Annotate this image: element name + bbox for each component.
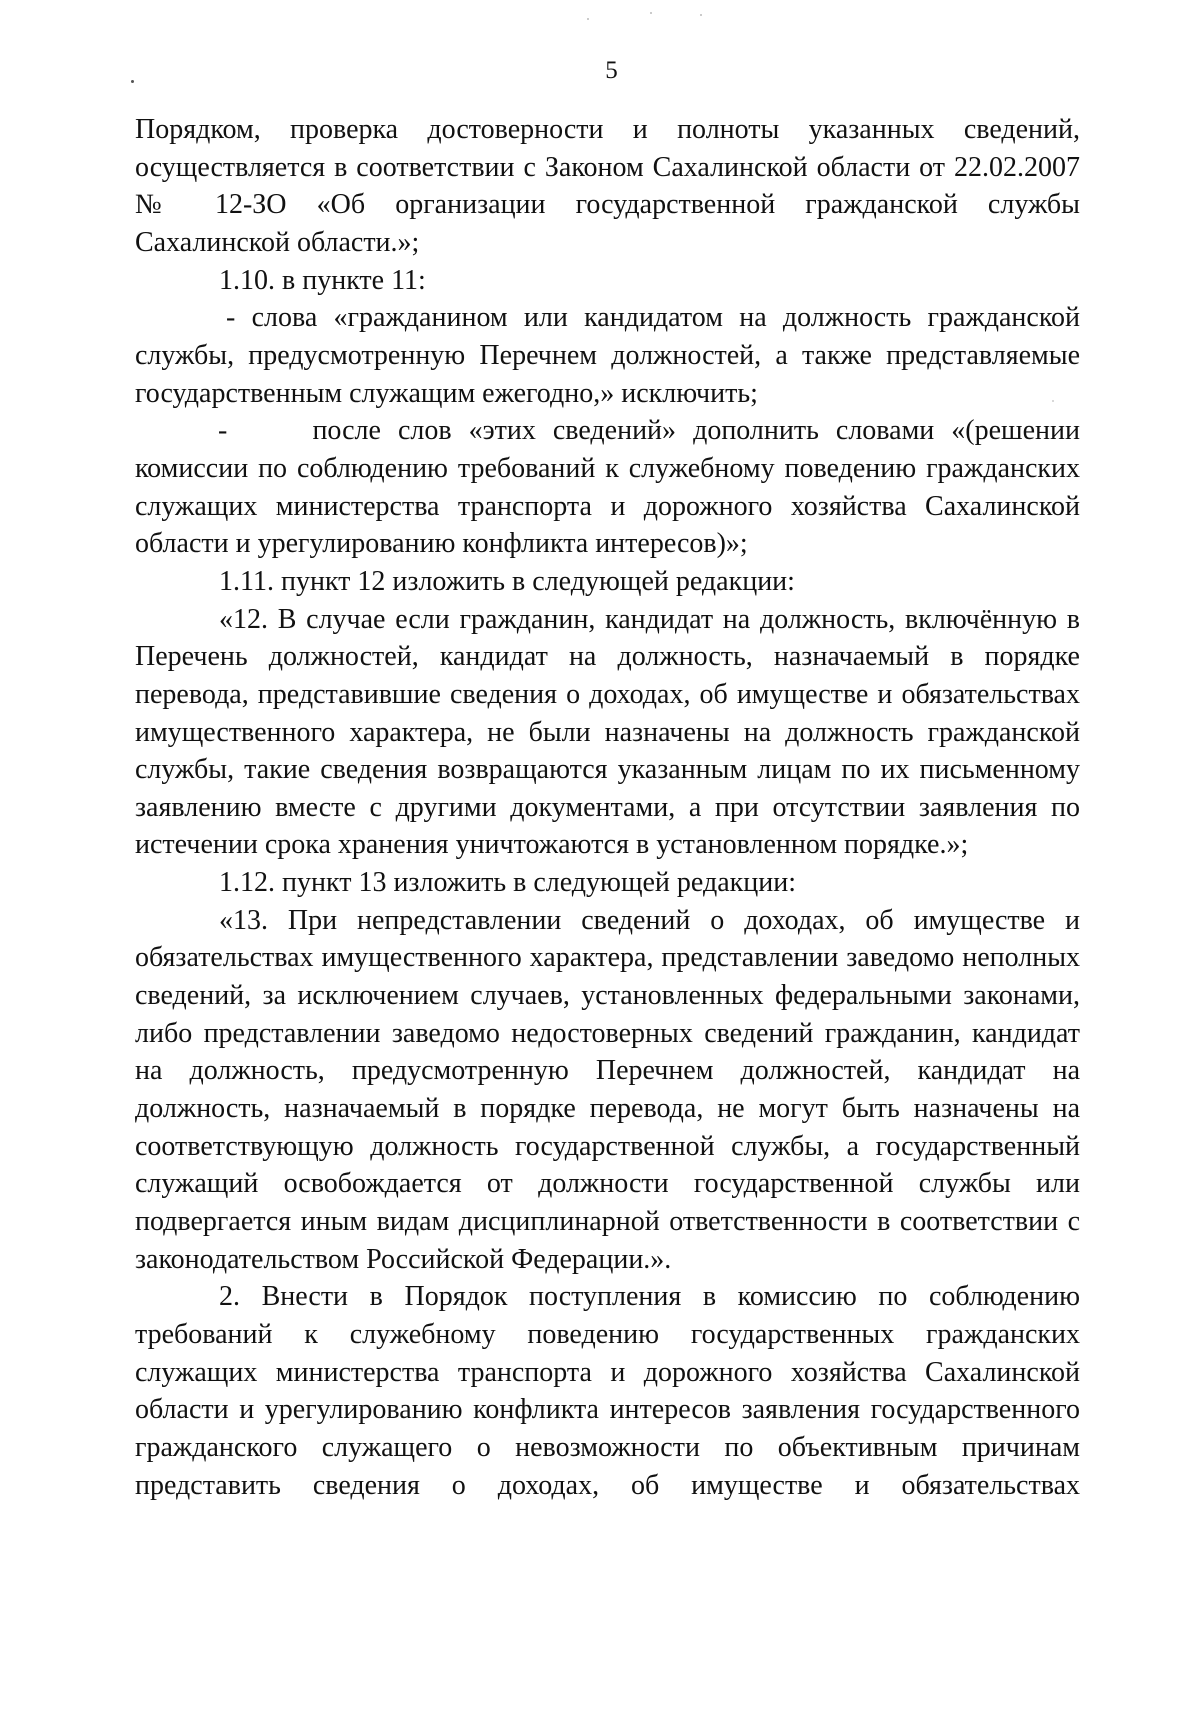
scan-speck [131, 80, 134, 83]
scan-speck [587, 18, 589, 20]
paragraph-5: 1.11. пункт 12 изложить в следующей редакции: [219, 565, 795, 597]
paragraph-1: Порядком, проверка достоверности и полноты указанных сведений, осуществляется в соответствии с Законом Сахалинской области от 22.02.2007 № 12-ЗО «Об организации государственной гражданской службы Сахалинской области.»; [135, 114, 1080, 258]
paragraph-6: «12. В случае если гражданин, кандидат на должность, включённую в Перечень должностей, кандидат на должность, назначаемый в порядке перевода, представившие сведения о доходах, об имуществе и обязательствах имущественного характера, не были назначены на должность гражданской службы, такие сведения возвращаются указанным лицам по их письменному заявлению вместе с другими документами, а при отсутствии заявления по истечении срока хранения уничтожаются в установленном порядке.»; [135, 603, 1080, 861]
paragraph-8: «13. При непредставлении сведений о доходах, об имуществе и обязательствах имущественного характера, представлении заведомо неполных сведений, за исключением случаев, установленных федеральными законами, либо представлении заведомо недостоверных сведений гражданин, кандидат на должность, предусмотренную Перечнем должностей, кандидат на должность, назначаемый в порядке перевода, не могут быть назначены на соответствующую должность государственной службы, а государственный служащий освобождается от должности государственной службы или подвергается иным видам дисциплинарной ответственности в соответствии с законодательством Российской Федерации.». [135, 904, 1080, 1275]
scan-speck [700, 14, 702, 16]
paragraph-3: - слова «гражданином или кандидатом на должность гражданской службы, предусмотренную Перечнем должностей, а также представляемые государственным служащим ежегодно,» исключить; [135, 302, 1080, 409]
page-number: 5 [605, 57, 618, 84]
paragraph-2: 1.10. в пункте 11: [219, 264, 426, 296]
paragraph-9: 2. Внести в Порядок поступления в комиссию по соблюдению требований к служебному поведению государственных гражданских служащих министерства транспорта и дорожного хозяйства Сахалинской области и урегулированию конфликта интересов заявления государственного гражданского служащего о невозможности по объективным причинам представить сведения о доходах, об имуществе и обязательствах [135, 1281, 1080, 1501]
scan-speck [650, 12, 652, 14]
document-body [135, 111, 1087, 1504]
scan-speck [1052, 400, 1054, 402]
paragraph-4: - после слов «этих сведений» дополнить словами «(решении комиссии по соблюдению требований к служебному поведению гражданских служащих министерства транспорта и дорожного хозяйства Сахалинской области и урегулированию конфликта интересов)»; [135, 415, 1087, 560]
paragraph-7: 1.12. пункт 13 изложить в следующей редакции: [219, 867, 796, 899]
